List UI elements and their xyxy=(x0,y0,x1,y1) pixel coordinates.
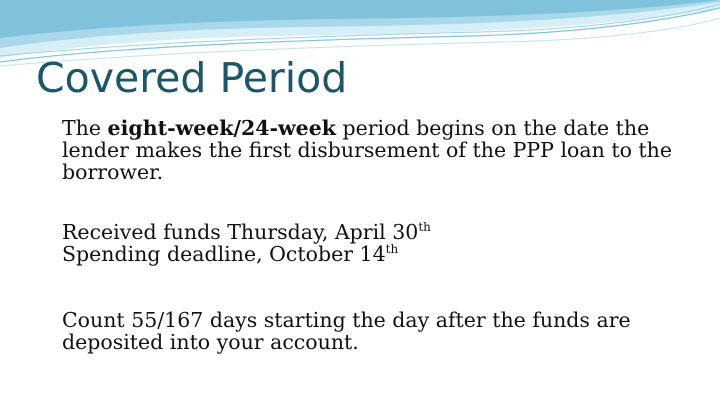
paragraph1-line1-suffix: period begins on the date the xyxy=(335,116,650,140)
paragraph3-line1: Count 55/167 days starting the day after the funds are xyxy=(62,308,631,332)
received-funds-text: Received funds Thursday, April 30 xyxy=(62,220,419,244)
slide-title: Covered Period xyxy=(36,54,348,102)
spending-deadline-text: Spending deadline, October 14 xyxy=(62,242,386,266)
paragraph1-prefix: The xyxy=(62,116,108,140)
received-funds-line xyxy=(62,221,702,243)
paragraph-day-count xyxy=(62,309,702,353)
paragraph1-line2: lender makes the first disbursement of the PPP loan to the xyxy=(62,138,672,162)
paragraph3-line2: deposited into your account. xyxy=(62,330,359,354)
paragraph1-bold-period: eight-week/24-week xyxy=(107,116,336,140)
paragraph-covered-period-definition xyxy=(62,117,702,183)
received-funds-ordinal: th xyxy=(418,220,431,234)
spending-deadline-line xyxy=(62,243,702,265)
paragraph1-line1 xyxy=(62,117,702,139)
paragraph-dates xyxy=(62,221,702,265)
spending-deadline-ordinal: th xyxy=(385,242,399,256)
paragraph1-line3: borrower. xyxy=(62,160,164,184)
